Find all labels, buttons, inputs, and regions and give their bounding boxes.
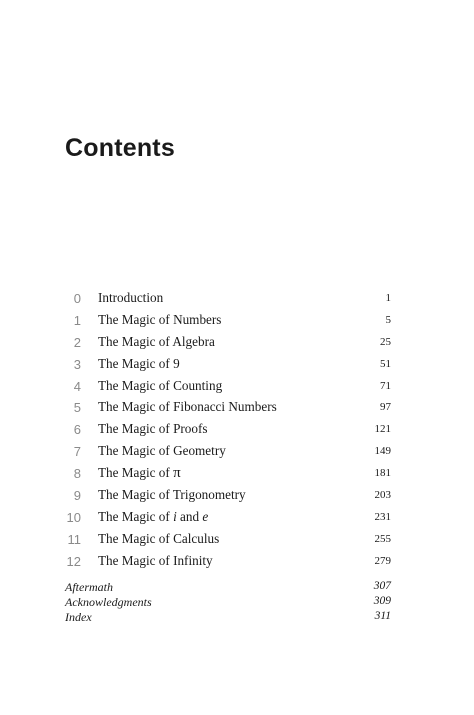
chapter-page: 255 [374, 532, 391, 545]
chapter-entry-1[interactable] [0, 311, 474, 333]
chapter-number: 9 [73, 488, 81, 504]
chapter-page: 1 [385, 292, 391, 304]
chapter-entry-12[interactable] [0, 552, 474, 574]
chapter-page: 203 [374, 489, 391, 502]
chapter-number: 11 [67, 531, 81, 547]
chapter-number: 7 [73, 444, 81, 460]
chapter-title: The Magic of Fibonacci Numbers [98, 399, 277, 415]
chapter-number: 0 [73, 291, 81, 306]
chapter-entry-11[interactable] [0, 530, 474, 552]
page-title: Contents [65, 134, 175, 162]
chapter-list [0, 289, 474, 574]
chapter-number: 1 [73, 312, 81, 328]
chapter-number: 4 [73, 378, 81, 394]
chapter-title: The Magic of Numbers [98, 311, 222, 327]
chapter-page: 231 [374, 510, 391, 523]
back-matter-page: 307 [373, 580, 391, 592]
chapter-entry-3[interactable] [0, 355, 474, 377]
chapter-page: 97 [380, 401, 391, 414]
chapter-title: The Magic of Proofs [98, 421, 208, 437]
chapter-number: 12 [66, 553, 81, 569]
chapter-title [98, 509, 208, 525]
back-matter-title: Index [65, 610, 92, 624]
chapter-title: The Magic of Geometry [98, 443, 226, 459]
back-matter-page: 309 [373, 595, 391, 607]
chapter-entry-10[interactable] [0, 508, 474, 530]
chapter-title: The Magic of 9 [98, 355, 180, 371]
chapter-number: 6 [73, 422, 81, 438]
back-matter-aftermath[interactable] [0, 580, 474, 595]
chapter-entry-6[interactable] [0, 420, 474, 442]
back-matter-page: 311 [374, 610, 391, 622]
chapter-page: 181 [374, 467, 391, 480]
chapter-entry-9[interactable] [0, 486, 474, 508]
chapter-number: 8 [73, 466, 81, 482]
back-matter-list [0, 580, 474, 625]
chapter-page: 149 [374, 445, 391, 458]
chapter-title: The Magic of Counting [98, 377, 223, 393]
chapter-title: The Magic of Infinity [98, 552, 213, 568]
chapter-page: 51 [380, 357, 391, 370]
back-matter-acknowledgments[interactable] [0, 595, 474, 610]
chapter-title: The Magic of Trigonometry [98, 487, 246, 503]
chapter-title: The Magic of Algebra [98, 333, 215, 349]
chapter-page: 71 [380, 379, 391, 392]
chapter-title: The Magic of Calculus [98, 530, 220, 546]
chapter-page: 121 [374, 423, 391, 436]
chapter-entry-0[interactable] [0, 289, 474, 311]
chapter-page: 279 [374, 554, 391, 567]
chapter-number: 5 [73, 400, 81, 416]
chapter-entry-2[interactable] [0, 333, 474, 355]
chapter-page: 25 [380, 335, 391, 348]
chapter-title-mid: and [176, 508, 203, 524]
variable-e: e [202, 508, 209, 524]
chapter-entry-4[interactable] [0, 377, 474, 399]
chapter-number: 3 [73, 356, 81, 372]
chapter-entry-8[interactable] [0, 464, 474, 486]
chapter-page: 5 [385, 313, 391, 326]
chapter-title [98, 465, 181, 482]
back-matter-title: Aftermath [65, 580, 113, 594]
pi-symbol: π [173, 465, 181, 482]
chapter-title-prefix: The Magic of [98, 508, 174, 524]
chapter-title: Introduction [98, 290, 164, 305]
chapter-entry-5[interactable] [0, 398, 474, 420]
back-matter-index[interactable] [0, 610, 474, 625]
chapter-number: 2 [73, 334, 81, 350]
variable-i: i [173, 508, 177, 524]
chapter-title-prefix: The Magic of [98, 465, 174, 481]
back-matter-title: Acknowledgments [65, 595, 152, 609]
chapter-entry-7[interactable] [0, 442, 474, 464]
chapter-number: 10 [66, 509, 81, 525]
